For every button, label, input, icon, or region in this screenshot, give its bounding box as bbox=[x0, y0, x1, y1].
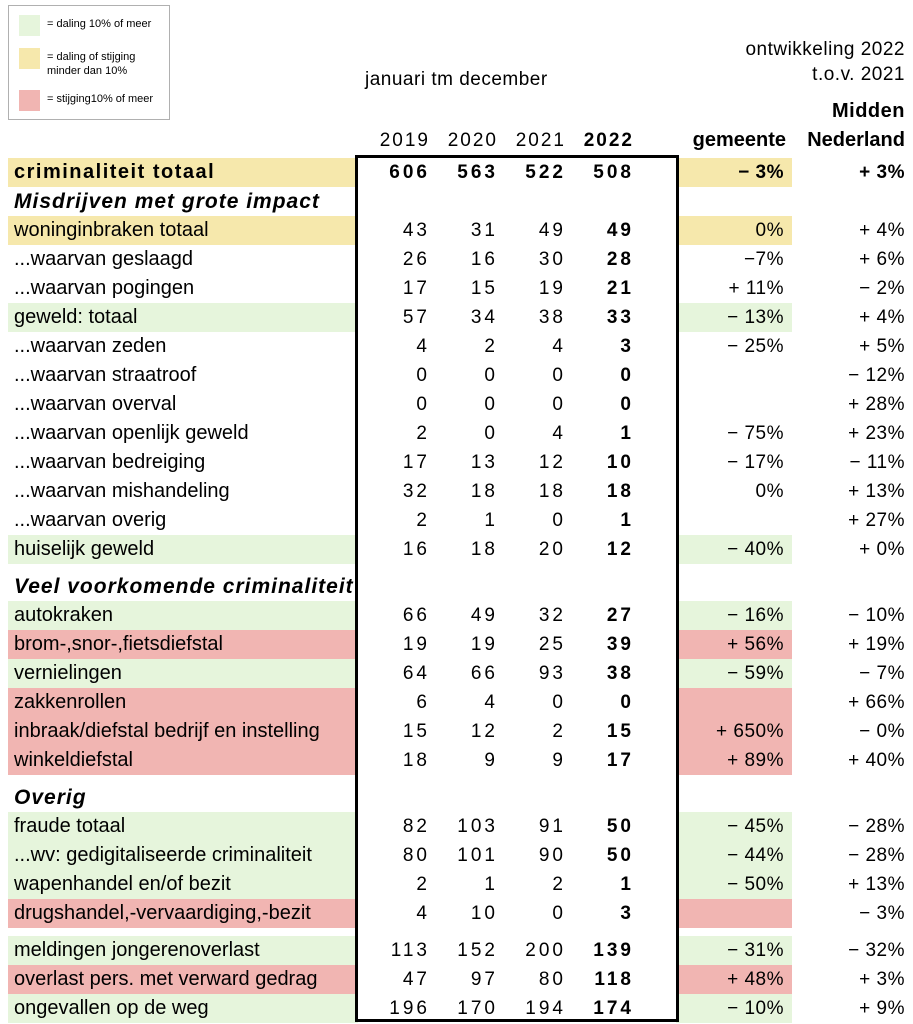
table-row bbox=[0, 274, 913, 303]
row-label: Overig bbox=[14, 785, 87, 809]
table-bottom-border bbox=[355, 1019, 679, 1022]
column-header-midden-nederland: Nederland bbox=[807, 129, 905, 151]
value-2019: 64 bbox=[402, 662, 430, 684]
midden-nederland-percentage: + 23% bbox=[848, 422, 905, 444]
value-2021: 25 bbox=[538, 633, 566, 655]
column-header-2019: 2019 bbox=[379, 130, 430, 151]
value-2022: 33 bbox=[606, 306, 634, 328]
value-2019: 2 bbox=[416, 873, 430, 895]
midden-nederland-percentage: − 11% bbox=[849, 451, 905, 473]
row-gap bbox=[0, 564, 913, 572]
value-2019: 0 bbox=[416, 393, 430, 415]
midden-nederland-percentage: + 9% bbox=[859, 997, 905, 1019]
row-values bbox=[358, 245, 676, 274]
value-2021: 200 bbox=[525, 939, 566, 961]
gemeente-percentage: − 50% bbox=[676, 870, 792, 899]
table-row bbox=[0, 717, 913, 746]
row-values bbox=[358, 936, 676, 965]
row-label: ...waarvan bedreiging bbox=[14, 451, 206, 473]
gemeente-percentage bbox=[676, 506, 792, 535]
midden-nederland-percentage: + 13% bbox=[848, 873, 905, 895]
row-label: zakkenrollen bbox=[8, 688, 358, 717]
table-left-border bbox=[355, 155, 358, 1022]
gemeente-percentage bbox=[676, 572, 792, 601]
row-values bbox=[358, 419, 676, 448]
midden-nederland-percentage: + 4% bbox=[859, 306, 905, 328]
value-2019: 196 bbox=[389, 997, 430, 1019]
value-2022: 28 bbox=[606, 248, 634, 270]
row-label: autokraken bbox=[8, 601, 358, 630]
gemeente-percentage: − 25% bbox=[727, 335, 784, 357]
value-2020: 15 bbox=[470, 277, 498, 299]
gemeente-percentage: + 56% bbox=[676, 630, 792, 659]
gemeente-percentage: − 40% bbox=[676, 535, 792, 564]
gemeente-percentage bbox=[676, 783, 792, 812]
value-2022: 18 bbox=[606, 480, 634, 502]
gemeente-percentage bbox=[676, 187, 792, 216]
legend-label-line: minder dan 10% bbox=[47, 64, 128, 77]
row-label: wapenhandel en/of bezit bbox=[8, 870, 358, 899]
legend-item-stable bbox=[19, 48, 163, 79]
table-row bbox=[0, 158, 913, 187]
value-2021: 0 bbox=[552, 364, 566, 386]
value-2019: 2 bbox=[416, 509, 430, 531]
value-2020: 16 bbox=[470, 248, 498, 270]
value-2021: 2 bbox=[552, 720, 566, 742]
development-header-line2: t.o.v. 2021 bbox=[812, 64, 905, 85]
value-2020: 97 bbox=[470, 968, 498, 990]
row-label: ...waarvan geslaagd bbox=[14, 248, 194, 270]
value-2022: 1 bbox=[620, 422, 634, 444]
midden-nederland-percentage: + 40% bbox=[848, 749, 905, 771]
value-2021: 0 bbox=[552, 691, 566, 713]
value-2021: 2 bbox=[552, 873, 566, 895]
gemeente-percentage: − 3% bbox=[676, 158, 792, 187]
value-2020: 101 bbox=[457, 844, 498, 866]
value-2019: 43 bbox=[402, 219, 430, 241]
row-values bbox=[358, 303, 676, 332]
value-2021: 91 bbox=[538, 815, 566, 837]
row-label: ...wv: gedigitaliseerde criminaliteit bbox=[8, 841, 358, 870]
value-2022: 38 bbox=[606, 662, 634, 684]
row-label: winkeldiefstal bbox=[8, 746, 358, 775]
value-2022: 0 bbox=[620, 364, 634, 386]
gemeente-percentage: + 48% bbox=[676, 965, 792, 994]
value-2020: 170 bbox=[457, 997, 498, 1019]
row-label: ...waarvan pogingen bbox=[14, 277, 195, 299]
value-2019: 82 bbox=[402, 815, 430, 837]
midden-nederland-percentage: − 2% bbox=[859, 277, 905, 299]
table-row bbox=[0, 535, 913, 564]
midden-nederland-percentage: − 28% bbox=[848, 844, 905, 866]
row-values bbox=[358, 812, 676, 841]
midden-nederland-percentage: + 3% bbox=[859, 968, 905, 990]
gemeente-percentage bbox=[676, 361, 792, 390]
row-values bbox=[358, 448, 676, 477]
legend-label bbox=[47, 15, 151, 32]
legend-swatch-red bbox=[19, 90, 40, 111]
legend-swatch-green bbox=[19, 15, 40, 36]
value-2019: 4 bbox=[416, 902, 430, 924]
legend-item-decline bbox=[19, 15, 163, 36]
value-2019: 47 bbox=[402, 968, 430, 990]
table-row bbox=[0, 841, 913, 870]
gemeente-percentage: 0% bbox=[755, 480, 784, 502]
row-label: vernielingen bbox=[8, 659, 358, 688]
value-2022: 3 bbox=[620, 335, 634, 357]
row-label: ...waarvan zeden bbox=[14, 335, 167, 357]
value-2019: 80 bbox=[402, 844, 430, 866]
value-2021: 194 bbox=[525, 997, 566, 1019]
value-2020: 18 bbox=[470, 480, 498, 502]
row-values bbox=[358, 717, 676, 746]
column-header-2020: 2020 bbox=[447, 130, 498, 151]
midden-nederland-percentage bbox=[792, 187, 913, 216]
gemeente-percentage bbox=[676, 688, 792, 717]
legend-item-rise bbox=[19, 90, 163, 111]
value-2022: 49 bbox=[606, 219, 634, 241]
value-2020: 66 bbox=[470, 662, 498, 684]
gemeente-percentage: + 89% bbox=[676, 746, 792, 775]
row-label: brom-,snor-,fietsdiefstal bbox=[8, 630, 358, 659]
row-values bbox=[358, 187, 676, 216]
row-gap bbox=[0, 775, 913, 783]
table-row bbox=[0, 659, 913, 688]
year-headers bbox=[358, 130, 676, 152]
row-label: ...waarvan straatroof bbox=[14, 364, 197, 386]
value-2022: 17 bbox=[606, 749, 634, 771]
row-values bbox=[358, 506, 676, 535]
value-2022: 1 bbox=[620, 873, 634, 895]
value-2021: 4 bbox=[552, 422, 566, 444]
value-2021: 9 bbox=[552, 749, 566, 771]
midden-nederland-percentage: − 12% bbox=[848, 364, 905, 386]
table-row bbox=[0, 361, 913, 390]
value-2021: 32 bbox=[538, 604, 566, 626]
table-row bbox=[0, 572, 913, 601]
row-values bbox=[358, 659, 676, 688]
column-header-row bbox=[0, 124, 913, 152]
value-2020: 12 bbox=[470, 720, 498, 742]
value-2021: 4 bbox=[552, 335, 566, 357]
value-2019: 16 bbox=[402, 538, 430, 560]
gemeente-percentage: − 75% bbox=[727, 422, 784, 444]
row-values bbox=[358, 746, 676, 775]
table-row bbox=[0, 390, 913, 419]
table-row bbox=[0, 332, 913, 361]
value-2022: 12 bbox=[606, 538, 634, 560]
midden-nederland-percentage: − 32% bbox=[848, 939, 905, 961]
value-2020: 1 bbox=[484, 509, 498, 531]
row-label: overlast pers. met verward gedrag bbox=[8, 965, 358, 994]
value-2021: 18 bbox=[538, 480, 566, 502]
gemeente-percentage bbox=[676, 899, 792, 928]
legend-swatch-yellow bbox=[19, 48, 40, 69]
gemeente-percentage: + 650% bbox=[676, 717, 792, 746]
value-2021: 0 bbox=[552, 902, 566, 924]
row-values bbox=[358, 332, 676, 361]
row-label: ...waarvan overig bbox=[14, 509, 167, 531]
table-row bbox=[0, 245, 913, 274]
value-2022: 508 bbox=[593, 161, 634, 183]
value-2020: 13 bbox=[470, 451, 498, 473]
table-row bbox=[0, 477, 913, 506]
gemeente-percentage: − 13% bbox=[676, 303, 792, 332]
row-gap bbox=[0, 928, 913, 936]
legend-label bbox=[47, 48, 135, 79]
row-values bbox=[358, 361, 676, 390]
value-2022: 0 bbox=[620, 393, 634, 415]
legend-label-line: = stijging10% of meer bbox=[47, 93, 154, 105]
value-2022: 174 bbox=[593, 997, 634, 1019]
column-header-2022: 2022 bbox=[583, 130, 634, 151]
value-2019: 18 bbox=[402, 749, 430, 771]
value-2021: 80 bbox=[538, 968, 566, 990]
row-label: Veel voorkomende criminaliteit bbox=[14, 574, 354, 598]
value-2021: 12 bbox=[538, 451, 566, 473]
column-header-2021: 2021 bbox=[515, 130, 566, 151]
column-header-gemeente: gemeente bbox=[692, 129, 786, 151]
table-row bbox=[0, 187, 913, 216]
value-2022: 21 bbox=[606, 277, 634, 299]
gemeente-percentage bbox=[676, 390, 792, 419]
value-2021: 90 bbox=[538, 844, 566, 866]
value-2021: 49 bbox=[538, 219, 566, 241]
value-2019: 32 bbox=[402, 480, 430, 502]
gemeente-percentage: − 59% bbox=[676, 659, 792, 688]
row-label: woninginbraken totaal bbox=[8, 216, 358, 245]
value-2020: 19 bbox=[470, 633, 498, 655]
value-2020: 0 bbox=[484, 422, 498, 444]
value-2022: 0 bbox=[620, 691, 634, 713]
value-2019: 19 bbox=[402, 633, 430, 655]
row-values bbox=[358, 158, 676, 187]
period-label: januari tm december bbox=[365, 69, 548, 90]
gemeente-percentage: − 31% bbox=[676, 936, 792, 965]
midden-nederland-percentage: + 13% bbox=[848, 480, 905, 502]
value-2021: 0 bbox=[552, 393, 566, 415]
value-2019: 15 bbox=[402, 720, 430, 742]
value-2022: 139 bbox=[593, 939, 634, 961]
color-legend bbox=[8, 5, 170, 120]
value-2021: 19 bbox=[538, 277, 566, 299]
value-2021: 20 bbox=[538, 538, 566, 560]
value-2022: 50 bbox=[606, 844, 634, 866]
gemeente-percentage: − 45% bbox=[676, 812, 792, 841]
value-2022: 50 bbox=[606, 815, 634, 837]
table-rows bbox=[0, 158, 913, 1023]
table-right-border bbox=[676, 155, 679, 1022]
midden-nederland-percentage: + 27% bbox=[848, 509, 905, 531]
row-label: huiselijk geweld bbox=[8, 535, 358, 564]
table-row bbox=[0, 303, 913, 332]
value-2019: 113 bbox=[390, 939, 430, 961]
table-row bbox=[0, 448, 913, 477]
value-2020: 0 bbox=[484, 364, 498, 386]
gemeente-percentage: − 10% bbox=[676, 994, 792, 1023]
midden-nederland-percentage: + 28% bbox=[848, 393, 905, 415]
row-values bbox=[358, 870, 676, 899]
row-values bbox=[358, 390, 676, 419]
legend-label bbox=[47, 90, 153, 107]
row-values bbox=[358, 216, 676, 245]
value-2022: 1 bbox=[620, 509, 634, 531]
value-2020: 152 bbox=[457, 939, 498, 961]
value-2021: 0 bbox=[552, 509, 566, 531]
row-values bbox=[358, 899, 676, 928]
midden-nederland-percentage: + 4% bbox=[859, 219, 905, 241]
table-row bbox=[0, 746, 913, 775]
value-2019: 66 bbox=[402, 604, 430, 626]
value-2020: 49 bbox=[470, 604, 498, 626]
value-2020: 34 bbox=[470, 306, 498, 328]
midden-nederland-percentage: + 5% bbox=[859, 335, 905, 357]
value-2022: 118 bbox=[594, 968, 634, 990]
statistics-table bbox=[0, 155, 913, 1022]
row-values bbox=[358, 783, 676, 812]
value-2022: 10 bbox=[606, 451, 634, 473]
value-2020: 18 bbox=[470, 538, 498, 560]
midden-nederland-percentage: − 28% bbox=[848, 815, 905, 837]
table-row bbox=[0, 965, 913, 994]
row-label: criminaliteit totaal bbox=[8, 158, 358, 187]
row-values bbox=[358, 274, 676, 303]
value-2020: 4 bbox=[484, 691, 498, 713]
value-2019: 2 bbox=[416, 422, 430, 444]
table-row bbox=[0, 630, 913, 659]
gemeente-percentage: − 16% bbox=[676, 601, 792, 630]
value-2020: 0 bbox=[484, 393, 498, 415]
row-values bbox=[358, 601, 676, 630]
row-label: inbraak/diefstal bedrijf en instelling bbox=[8, 717, 358, 746]
midden-nederland-percentage bbox=[792, 783, 913, 812]
midden-nederland-percentage: − 3% bbox=[859, 902, 905, 924]
table-row bbox=[0, 936, 913, 965]
midden-nederland-percentage: − 0% bbox=[859, 720, 905, 742]
value-2020: 1 bbox=[484, 873, 498, 895]
development-header-line1: ontwikkeling 2022 bbox=[745, 39, 905, 60]
value-2019: 4 bbox=[416, 335, 430, 357]
gemeente-percentage: − 17% bbox=[727, 451, 784, 473]
table-row bbox=[0, 783, 913, 812]
gemeente-percentage: + 11% bbox=[728, 277, 784, 299]
value-2019: 26 bbox=[402, 248, 430, 270]
value-2020: 31 bbox=[470, 219, 498, 241]
row-values bbox=[358, 535, 676, 564]
value-2019: 6 bbox=[416, 691, 430, 713]
row-values bbox=[358, 688, 676, 717]
value-2019: 606 bbox=[389, 161, 430, 183]
row-values bbox=[358, 630, 676, 659]
row-values bbox=[358, 572, 676, 601]
value-2022: 39 bbox=[606, 633, 634, 655]
table-row bbox=[0, 870, 913, 899]
table-row bbox=[0, 688, 913, 717]
value-2020: 103 bbox=[457, 815, 498, 837]
midden-nederland-percentage: − 7% bbox=[859, 662, 905, 684]
value-2021: 522 bbox=[525, 161, 566, 183]
value-2022: 27 bbox=[606, 604, 634, 626]
row-values bbox=[358, 965, 676, 994]
value-2020: 10 bbox=[470, 902, 498, 924]
gemeente-percentage: 0% bbox=[676, 216, 792, 245]
value-2022: 3 bbox=[620, 902, 634, 924]
value-2020: 563 bbox=[457, 161, 498, 183]
row-label: Misdrijven met grote impact bbox=[14, 189, 320, 213]
row-label: ...waarvan overval bbox=[14, 393, 177, 415]
row-label: drugshandel,-vervaardiging,-bezit bbox=[8, 899, 358, 928]
table-row bbox=[0, 601, 913, 630]
gemeente-percentage: −7% bbox=[743, 248, 784, 270]
table-row bbox=[0, 216, 913, 245]
midden-nederland-percentage: + 19% bbox=[848, 633, 905, 655]
midden-nederland-percentage: − 10% bbox=[848, 604, 905, 626]
value-2020: 2 bbox=[484, 335, 498, 357]
value-2020: 9 bbox=[484, 749, 498, 771]
midden-nederland-percentage bbox=[792, 572, 913, 601]
midden-nederland-percentage: + 0% bbox=[859, 538, 905, 560]
midden-nederland-percentage: + 3% bbox=[859, 161, 905, 183]
value-2022: 15 bbox=[606, 720, 634, 742]
midden-nederland-percentage: + 66% bbox=[848, 691, 905, 713]
value-2021: 93 bbox=[538, 662, 566, 684]
legend-label-line: = daling of stijging bbox=[47, 50, 136, 63]
midden-header-line1: Midden bbox=[832, 100, 905, 122]
value-2021: 38 bbox=[538, 306, 566, 328]
table-row bbox=[0, 812, 913, 841]
row-label: ...waarvan mishandeling bbox=[14, 480, 230, 502]
row-values bbox=[358, 841, 676, 870]
table-row bbox=[0, 419, 913, 448]
table-row bbox=[0, 899, 913, 928]
table-row bbox=[0, 506, 913, 535]
row-values bbox=[358, 477, 676, 506]
value-2019: 57 bbox=[402, 306, 430, 328]
gemeente-percentage: − 44% bbox=[676, 841, 792, 870]
row-label: ongevallen op de weg bbox=[8, 994, 358, 1023]
value-2019: 0 bbox=[416, 364, 430, 386]
value-2019: 17 bbox=[402, 451, 430, 473]
midden-nederland-percentage: + 6% bbox=[859, 248, 905, 270]
value-2021: 30 bbox=[538, 248, 566, 270]
legend-label-line: = daling 10% of meer bbox=[47, 18, 152, 30]
development-header bbox=[745, 37, 905, 87]
table-top-border bbox=[355, 155, 679, 158]
value-2019: 17 bbox=[402, 277, 430, 299]
row-label: meldingen jongerenoverlast bbox=[8, 936, 358, 965]
row-label: fraude totaal bbox=[8, 812, 358, 841]
row-label: geweld: totaal bbox=[8, 303, 358, 332]
row-label: ...waarvan openlijk geweld bbox=[14, 422, 249, 444]
